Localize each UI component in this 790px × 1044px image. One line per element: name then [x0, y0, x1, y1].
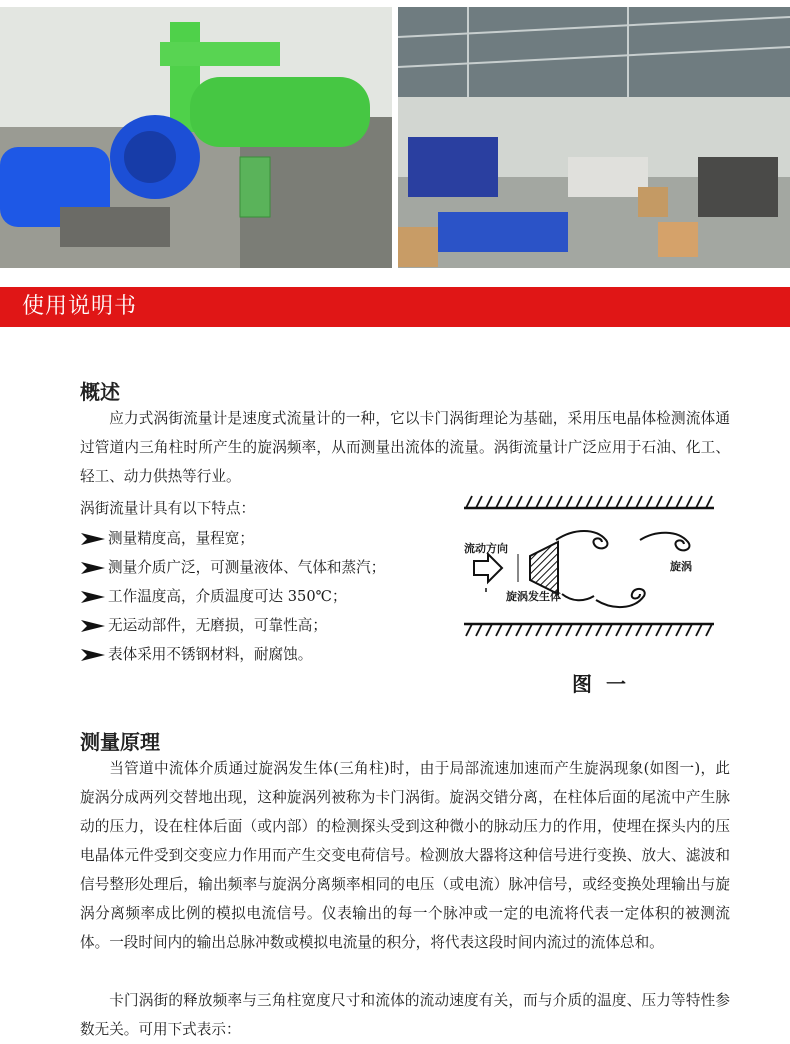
features-list — [80, 524, 385, 669]
figure-caption: 图一 — [572, 672, 640, 696]
list-item — [80, 611, 385, 640]
principle-paragraph-1: 当管道中流体介质通过旋涡发生体(三角柱)时，由于局部流速加速而产生旋涡现象(如图一)，此旋涡分成两列交替地出现，这种旋涡列被称为卡门涡街。旋涡交错分离，在柱体后面的尾流中产生脉动的压力，设在柱体后面（或内部）的检测探头受到这种微小的脉动压力的作用，使埋在探头内的压电晶体元件受到交变应力作用而产生交变电荷信号。检测放大器将这种信号进行变换、放大、滤波和信号整形处理后，输出频率与旋涡分离频率相同的电压（或电流）脉冲信号，或经变换处理输出与旋涡分离频率成比例的模拟电流信号。仪表输出的每一个脉冲或一定的电流将代表一定体积的被测流体。一段时间内的输出总脉冲数或模拟电流量的积分，将代表这段时间内流过的流体总和。 — [80, 760, 730, 951]
arrow-bullet-icon — [80, 531, 106, 547]
principle-heading: 测量原理 — [80, 730, 160, 754]
overview-heading: 概述 — [80, 380, 120, 404]
factory-workshop-photo — [398, 7, 790, 268]
arrow-bullet-icon — [80, 647, 106, 663]
list-item — [80, 640, 385, 669]
manual-title-banner: 使用说明书 — [0, 287, 790, 327]
product-photos — [0, 0, 790, 270]
vortex-label: 旋涡 — [670, 560, 692, 573]
arrow-bullet-icon — [80, 560, 106, 576]
feature-text: 测量介质广泛，可测量液体、气体和蒸汽； — [108, 559, 386, 576]
vortex-generator-label: 旋涡发生体 — [506, 590, 561, 603]
features-intro: 涡街流量计具有以下特点： — [80, 500, 256, 517]
flowmeter-test-rig-photo — [0, 7, 392, 268]
feature-text: 表体采用不锈钢材料，耐腐蚀。 — [108, 646, 313, 663]
list-item — [80, 553, 385, 582]
principle-paragraph-2: 卡门涡街的释放频率与三角柱宽度尺寸和流体的流动速度有关，而与介质的温度、压力等特性参数无关。可用下式表示： — [80, 992, 730, 1038]
list-item — [80, 582, 385, 611]
arrow-bullet-icon — [80, 618, 106, 634]
feature-text: 测量精度高，量程宽； — [108, 530, 254, 547]
karman-vortex-diagram — [456, 492, 726, 652]
flow-direction-label: 流动方向 — [464, 542, 508, 555]
feature-text: 工作温度高，介质温度可达 350℃； — [108, 588, 347, 605]
overview-paragraph: 应力式涡街流量计是速度式流量计的一种，它以卡门涡街理论为基础，采用压电晶体检测流体通过管道内三角柱时所产生的旋涡频率，从而测量出流体的流量。涡街流量计广泛应用于石油、化工、轻工、动力供热等行业。 — [80, 410, 730, 485]
arrow-bullet-icon — [80, 589, 106, 605]
list-item — [80, 524, 385, 553]
feature-text: 无运动部件，无磨损，可靠性高； — [108, 617, 327, 634]
